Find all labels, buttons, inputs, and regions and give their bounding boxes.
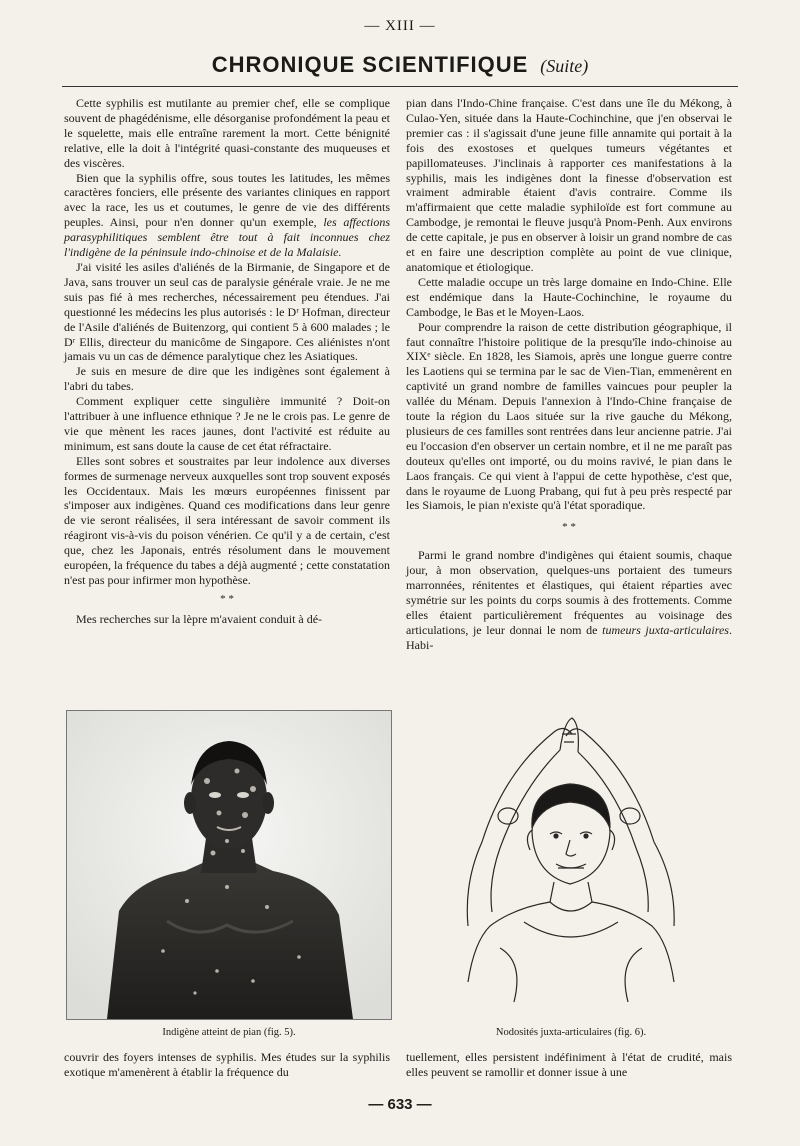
figure-5-image [67, 711, 391, 1019]
left-paragraph-4: Je suis en mesure de dire que les indigènes sont également à l'abri du tabes. [64, 364, 390, 394]
left-paragraph-3: J'ai visité les asiles d'aliénés de la Birmanie, de Singapore et de Java, sans trouver un seul cas de paralysie générale vraie. Je ne me suis pas fié à mes recherches, nécessairement peu étendues. J'ai questionné les médecins les plus autorisés : le Dʳ Hofman, directeur de l'Asile d'aliénés de Buitenzorg, qui contient 5 à 600 malades ; le Dʳ Ellis, directeur du manicôme de Singapore. Ces aliénistes n'ont jamais vu un cas de démence paralytique chez les Asiatiques. [64, 259, 390, 364]
right-paragraph-4-text: Parmi le grand nombre d'indigènes qui étaient soumis, chaque jour, à mon observation, quelques-uns portaient des tumeurs marronnées, rénitentes et élastiques, qui étaient réparties avec symétrie sur les points du corps soumis à des frottements. Comme elles étaient particulièrement fréquentes au voisinage des articulations, je leur donnai le nom de [406, 548, 732, 637]
right-column [406, 96, 732, 653]
figure-5-caption: Indigène atteint de pian (fig. 5). [162, 1027, 296, 1038]
page-number: — 633 — [368, 1096, 432, 1113]
section-asterism-left: * * [220, 592, 234, 605]
figure-5-photograph [66, 710, 392, 1020]
title-suite: (Suite) [540, 56, 589, 76]
figure-6-drawing [404, 712, 738, 1020]
left-paragraph-1: Cette syphilis est mutilante au premier chef, elle se complique souvent de phagédénisme, elle désorganise profondément la peau et le squelette, mais elle entraîne rarement la mort. Cette bénignité relative, elle la doit à l'intégrité quasi-constante des muqueuses et des viscères. [64, 96, 390, 170]
right-bottom-paragraph: tuellement, elles persistent indéfiniment à l'état de crudité, mais elles peuvent se ramollir et donner issue à une [406, 1050, 732, 1079]
figure-6-caption: Nodosités juxta-articulaires (fig. 6). [495, 1027, 647, 1038]
right-bottom-text [406, 1050, 732, 1080]
left-paragraph-6: Elles sont sobres et soustraites par leur indolence aux diverses formes de surmenage nerveux auxquelles sont trop souvent exposés les Occidentaux. Mais les mœurs européennes finissent par s'imposer aux indigènes. Quand ces modifications dans leur genre de vie seront réalisées, il sera intéressant de savoir comment ils réagiront vis-à-vis du poison vénérien. Ce qu'il y a de certain, c'est que, chez les Japonais, entrés résolument dans le mouvement européen, la fréquence du tabes a déjà augmenté ; cette constatation n'est pas pour infirmer mon hypothèse. [64, 453, 390, 587]
left-paragraph-2-text: Bien que la syphilis offre, sous toutes les latitudes, les mêmes caractères fonciers, elle présente des variantes cliniques en rapport avec la race, les us et coutumes, le genre de vie des différents peuples. Ainsi, pour n'en donner qu'un exemple, [64, 170, 390, 230]
right-paragraph-4-italic: tumeurs juxta-articulaires [602, 622, 729, 637]
title-main: CHRONIQUE SCIENTIFIQUE [211, 52, 529, 77]
section-asterism-right: * * [562, 521, 576, 534]
left-column [64, 96, 390, 627]
roman-folio: — XIII — [364, 18, 436, 34]
title-rule [62, 86, 738, 87]
page-title [0, 52, 800, 78]
left-bottom-paragraph: couvrir des foyers intenses de syphilis. Mes études sur la syphilis exotique m'amenèrent à établir la fréquence du [64, 1050, 390, 1079]
figure-6-image [404, 712, 738, 1020]
left-bottom-text [64, 1050, 390, 1080]
left-paragraph-5: Comment expliquer cette singulière immunité ? Doit-on l'attribuer à une influence ethnique ? Je ne le crois pas. Le genre de vie que mènent les races jaunes, dont l'activité est réduite au minimum, est sans doute la cause de cet état réfractaire. [64, 394, 390, 453]
right-paragraph-4-end: . Habi- [406, 622, 732, 652]
left-paragraph-2-italic: les affections parasyphilitiques semblent être tout à fait inconnues chez l'indigène de la péninsule indo-chinoise et de la Malaisie. [64, 215, 390, 260]
right-paragraph-1: pian dans l'Indo-Chine française. C'est dans une île du Mékong, à Culao-Yen, située dans la Haute-Cochinchine, que j'en observai le premier cas : il s'agissait d'une jeune fille annamite qui portait à la fois des exostoses et quelques tumeurs végétantes et papillomateuses. J'inclinais à rapporter ces manifestations à la syphilis, mais les indigènes dont la finesse d'observation est vraiment admirable étaient d'avis contraire. Comme ils m'affirmaient que cette maladie syphiloïde est fort commune au Cambodge, je remontai le fleuve jusqu'à Pnom-Penh. Aux environs de cette capitale, je pus en observer à loisir un grand nombre de cas et en faire une description complète au point de vue clinique, anatomique et étiologique. [406, 96, 732, 274]
left-paragraph-7: Mes recherches sur la lèpre m'avaient conduit à dé- [76, 611, 323, 626]
right-paragraph-3: Pour comprendre la raison de cette distribution géographique, il faut connaître l'histoire politique de la presqu'île indo-chinoise au XIXᵉ siècle. En 1828, les Siamois, après une longue guerre contre les Laotiens qui se termina par le sac de Vien-Tian, emmenèrent en captivité un grand nombre de familles vaincues pour peupler la vallée du Ménam. Depuis l'annexion à l'Indo-Chine française de toute la région du Laos située sur la rive gauche du Mékong, plusieurs de ces familles sont rentrées dans leur ancienne patrie. J'ai eu l'occasion d'en observer un certain nombre, et il ne me paraît pas douteux qu'elles ont importé, ou du moins ravivé, le pian dans le Laos français. Ce qui vient à l'appui de cette hypothèse, c'est que, dans le royaume de Luong Prabang, qui fut à peu près respecté par les Siamois, le pian n'existe qu'à l'état sporadique. [406, 319, 732, 513]
right-paragraph-4 [406, 548, 732, 652]
right-paragraph-2: Cette maladie occupe un très large domaine en Indo-Chine. Elle est endémique dans la Haute-Cochinchine, le royaume du Cambodge, le Bas et le Moyen-Laos. [406, 274, 732, 319]
left-paragraph-2 [64, 171, 390, 260]
